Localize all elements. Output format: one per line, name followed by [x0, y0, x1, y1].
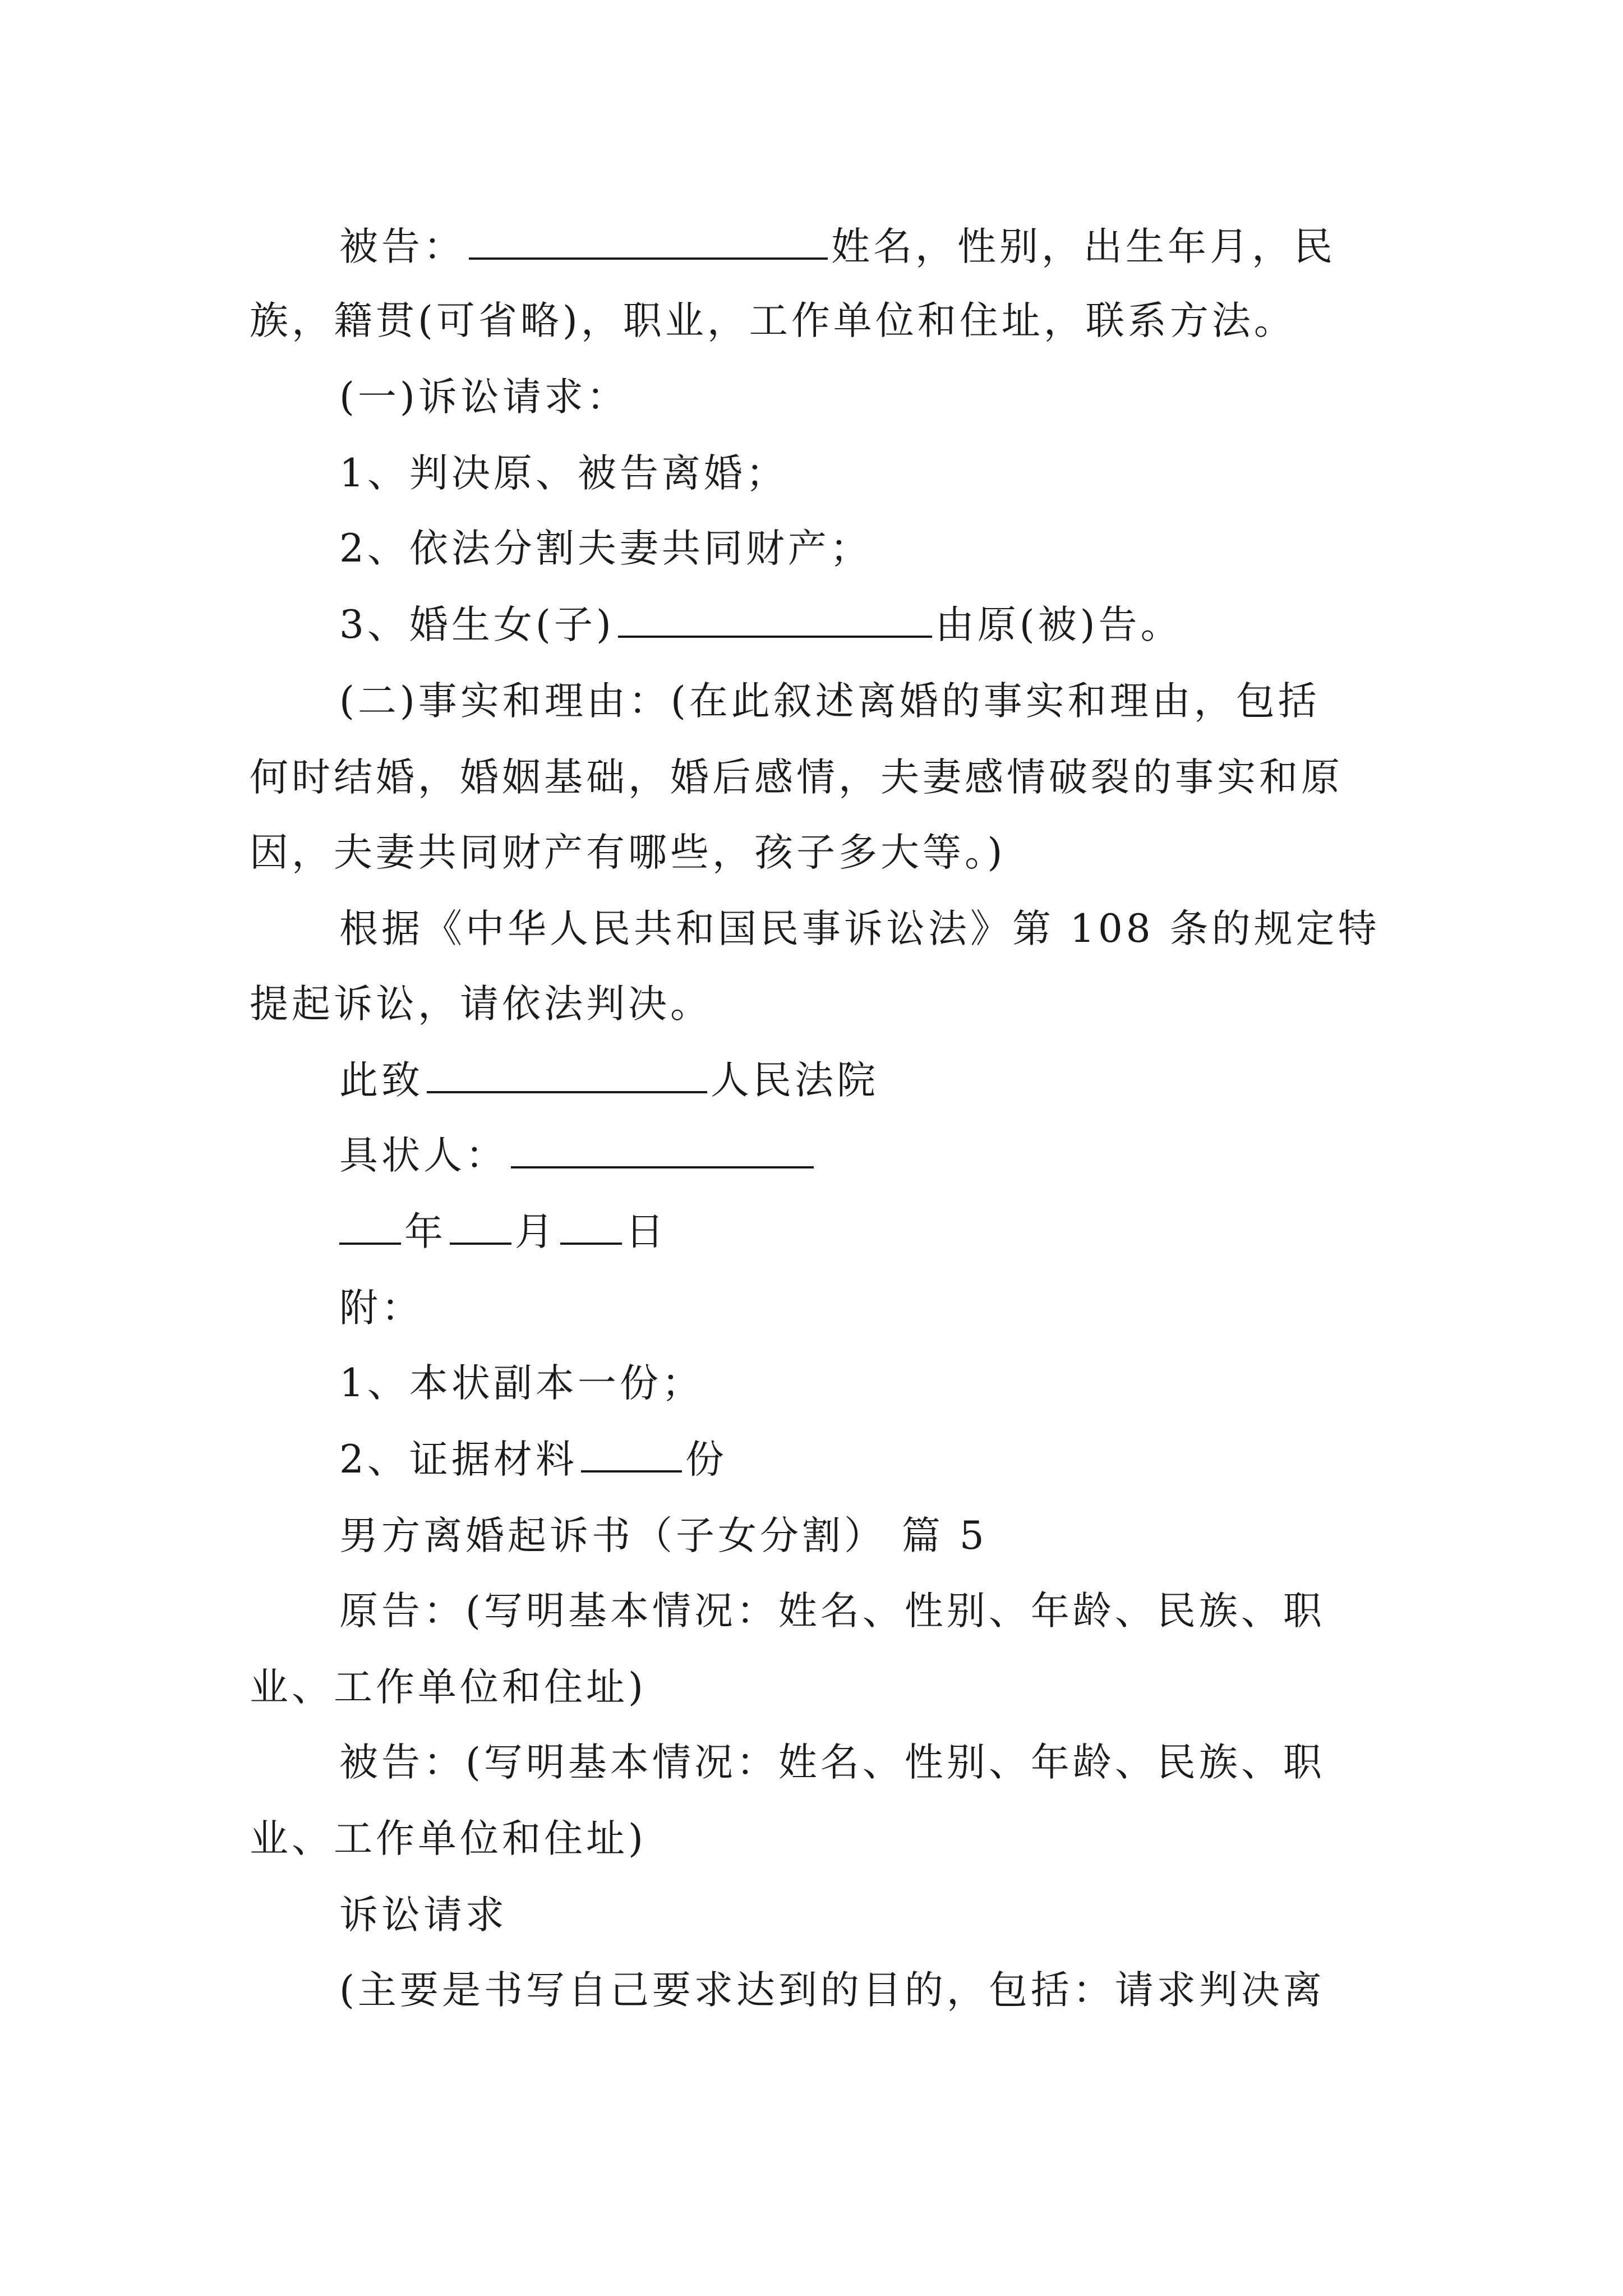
plaintiff-line-1: 原告：(写明基本情况：姓名、性别、年龄、民族、职 — [339, 1589, 1325, 1634]
attachment-label: 附： — [339, 1286, 423, 1331]
basis-line-2: 提起诉讼，请依法判决。 — [250, 982, 712, 1027]
claim-3-prefix: 3、婚生女(子) — [339, 602, 615, 647]
day-blank — [560, 1208, 622, 1245]
signer-label: 具状人： — [339, 1133, 508, 1178]
attachment-2-suffix: 份 — [685, 1437, 727, 1482]
defendant2-line-1: 被告：(写明基本情况：姓名、性别、年龄、民族、职 — [339, 1740, 1325, 1785]
month-blank — [450, 1208, 511, 1245]
defendant-fields: 姓名，性别，出生年月，民 — [831, 224, 1336, 269]
claims2-line-1: (主要是书写自己要求达到的目的，包括：请求判决离 — [339, 1968, 1325, 2013]
year-blank — [339, 1208, 401, 1245]
basis-line-1: 根据《中华人民共和国民事诉讼法》第 108 条的规定特 — [339, 907, 1380, 951]
defendant-label: 被告： — [339, 224, 465, 269]
defendant2-line-2: 业、工作单位和住址) — [250, 1816, 647, 1861]
date-month: 月 — [515, 1209, 557, 1254]
signer-blank — [511, 1131, 814, 1168]
date-day: 日 — [625, 1209, 667, 1254]
claim-3-suffix: 由原(被)告。 — [935, 602, 1183, 647]
section-title: 男方离婚起诉书（子女分割） 篇 5 — [339, 1513, 988, 1558]
facts-line-3: 因，夫妻共同财产有哪些，孩子多大等。) — [250, 830, 1006, 875]
claim-1: 1、判决原、被告离婚； — [339, 451, 788, 496]
evidence-count-blank — [581, 1435, 682, 1473]
plaintiff-line-2: 业、工作单位和住址) — [250, 1665, 647, 1710]
claim-3-blank — [618, 601, 932, 638]
addressee-prefix: 此致 — [339, 1058, 423, 1103]
court-blank — [427, 1056, 707, 1093]
date-year: 年 — [404, 1209, 446, 1254]
claims2-heading: 诉讼请求 — [339, 1893, 508, 1938]
facts-line-1: (二)事实和理由：(在此叙述离婚的事实和理由，包括 — [339, 679, 1320, 724]
facts-line-2: 何时结婚，婚姻基础，婚后感情，夫妻感情破裂的事实和原 — [250, 755, 1343, 800]
claim-3 — [339, 598, 1183, 652]
addressee-line — [339, 1053, 879, 1107]
claims-heading: (一)诉讼请求： — [339, 375, 629, 420]
date-line — [339, 1205, 667, 1259]
attachment-2-prefix: 2、证据材料 — [339, 1437, 578, 1482]
attachment-1: 1、本状副本一份； — [339, 1361, 704, 1406]
attachment-2 — [339, 1433, 727, 1487]
addressee-suffix: 人民法院 — [711, 1058, 879, 1103]
defendant-fields-cont: 族，籍贯(可省略)，职业，工作单位和住址，联系方法。 — [250, 298, 1296, 343]
defendant-blank — [469, 223, 828, 260]
defendant-line — [339, 220, 1336, 274]
signer-line — [339, 1129, 817, 1182]
claim-2: 2、依法分割夫妻共同财产； — [339, 526, 872, 571]
